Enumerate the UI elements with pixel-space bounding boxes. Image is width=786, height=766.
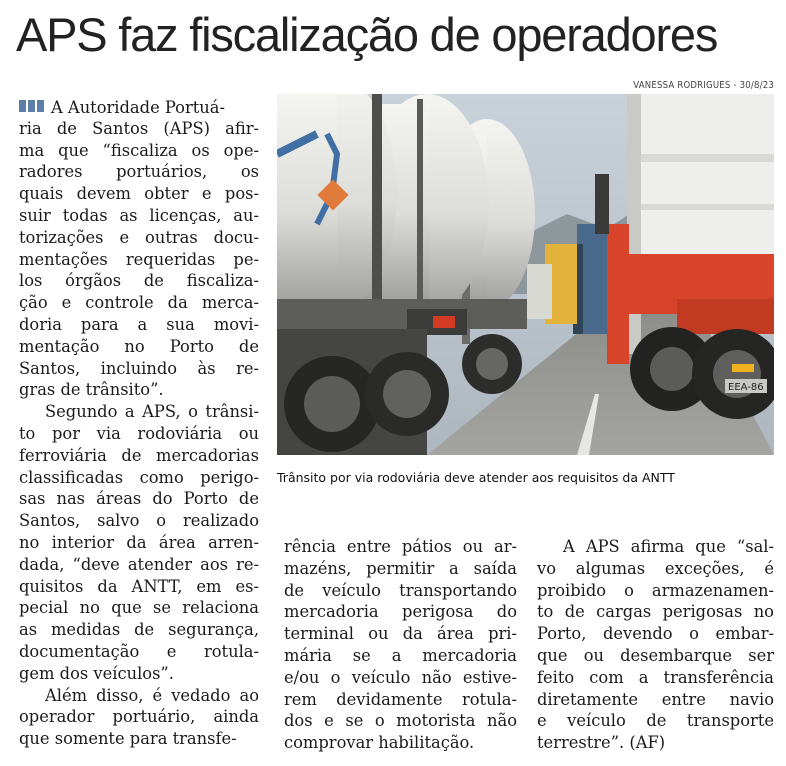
article-line: quais devem obter e pos- [19,184,259,204]
article-line: mentações requeridas pe- [19,249,259,269]
article-line: pecial no que se relaciona [19,598,259,618]
article-line: Santos, salvo o realizado [19,511,259,531]
article-line: comprovar habilitação. [284,733,475,753]
article-line: terminal ou da área pri- [284,624,517,644]
photo-credit: VANESSA RODRIGUES - 30/8/23 [633,80,774,91]
article-line: que ou desembarque ser [537,645,774,665]
article-line: Segundo a APS, o trânsi- [45,402,259,422]
article-line: rência entre pátios ou ar- [284,537,517,556]
article-line: feito com a transferência [537,667,774,687]
article-line: torizações e outras docu- [19,227,259,247]
article-line: as medidas de segurança, [19,620,259,640]
article-line: suir todas as licenças, au- [19,205,259,225]
article-line: doria para a sua movi- [19,314,259,334]
article-line: proibido o armazenamen- [537,580,774,600]
article-line: to de cargas perigosas no [537,602,774,622]
headline: APS faz fiscalização de operadores [16,8,718,61]
article-column-2 [284,536,517,754]
article-line: quisitos da ANTT, em es- [19,576,259,596]
article-line: mazéns, permitir a saída [284,558,517,578]
article-line: rem devidamente rotula- [284,689,517,709]
article-line: ria de Santos (APS) afir- [19,118,259,138]
article-line: mária se a mercadoria [284,645,517,665]
article-line: de veículo transportando [284,580,517,600]
paragraph-marker-icon [19,96,49,108]
article-line: documentação e rotula- [19,641,259,661]
article-line: ferroviária de mercadorias [19,445,259,465]
article-line: terrestre”. (AF) [537,733,666,753]
article-line: sas nas áreas do Porto de [19,489,259,509]
article-line: radores portuários, os [19,162,259,182]
article-line: A APS afirma que “sal- [563,537,774,556]
article-line: los órgãos de fiscaliza- [19,271,259,291]
photo-caption: Trânsito por via rodoviária deve atender aos requisitos da ANTT [277,470,675,485]
article-line: no interior da área arren- [19,532,259,552]
article-line: diretamente entre navio [537,689,774,709]
article-line: mercadoria perigosa do [284,602,517,622]
article-line: A Autoridade Portuá- [19,96,259,118]
article-line: ma que “fiscaliza os ope- [19,140,259,160]
article-line: ção e controle da merca- [19,293,259,313]
article-line: Santos, incluindo às re- [19,358,259,378]
article-line: e/ou o veículo não estive- [284,667,517,687]
article-column-3 [537,536,774,754]
article-line: gem dos veículos”. [19,663,174,683]
article-photo [277,94,774,455]
article-line: vo algumas exceções, é [537,558,774,578]
plate-text: EEA-86 [728,382,764,393]
article-line: mentação no Porto de [19,336,259,356]
article-line: gras de trânsito”. [19,380,164,400]
article-line: e veículo de transporte [537,711,774,731]
article-column-1 [19,96,259,750]
article-line: dada, “deve atender aos re- [19,554,259,574]
article-line: que somente para transfe- [19,729,237,749]
article-line: classificadas como perigo- [19,467,259,487]
article-line: Porto, devendo o embar- [537,624,774,644]
article-line: operador portuário, ainda [19,707,259,727]
article-line: to por via rodoviária ou [19,423,259,443]
article-line: Além disso, é vedado ao [45,685,259,705]
article-line: dos e se o motorista não [284,711,517,731]
